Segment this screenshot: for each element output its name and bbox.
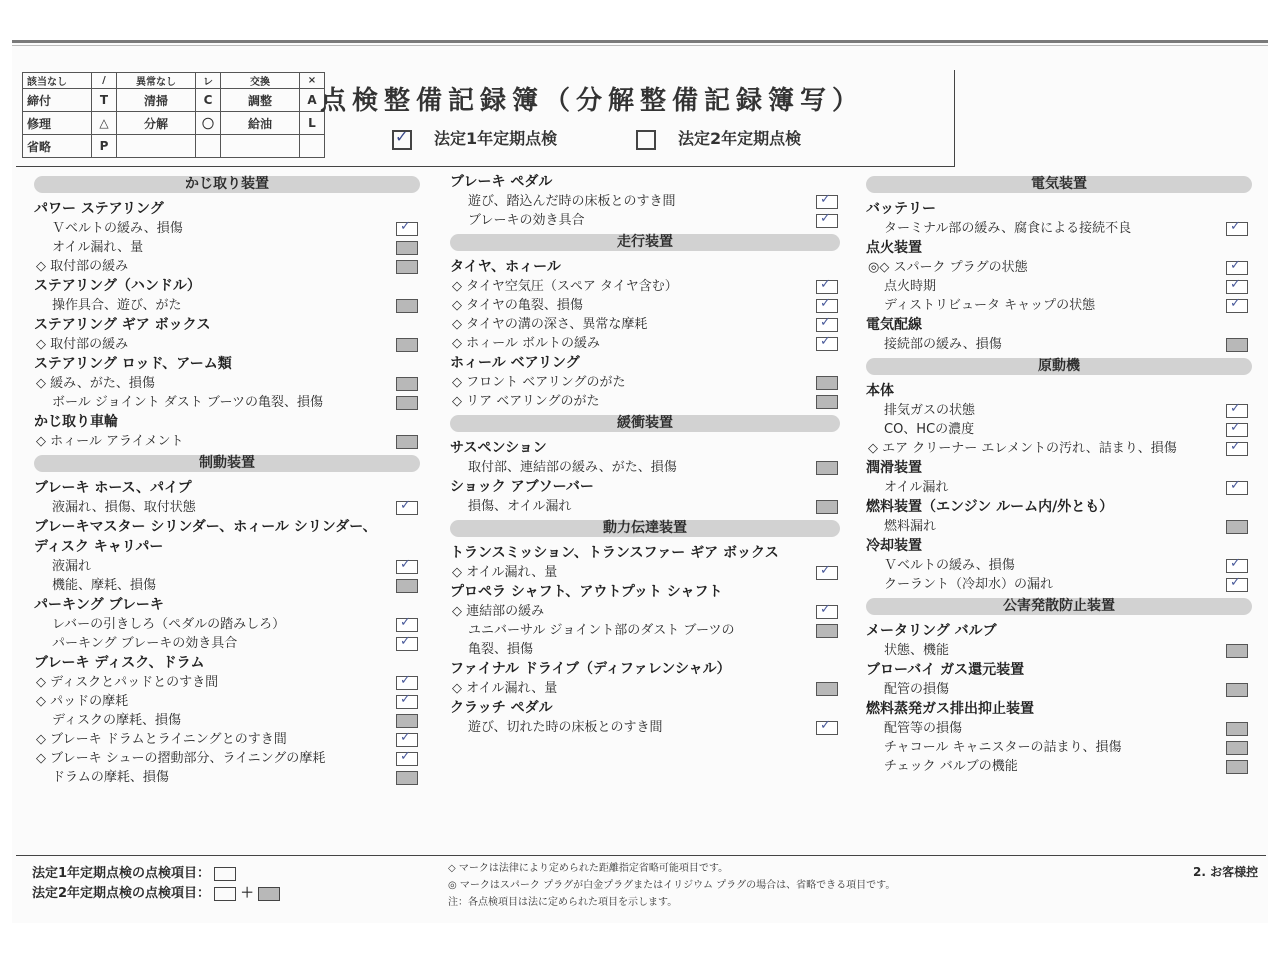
check-item [866, 439, 1252, 458]
legend-cell [117, 135, 196, 158]
heading-text: 公害発散防止装置 [1003, 598, 1115, 614]
check-item-label: ◇ 取付部の緩み [36, 337, 129, 352]
gray-checkbox-icon[interactable] [396, 771, 418, 785]
check-item-label: ターミナル部の緩み、腐食による接続不良 [884, 221, 1132, 236]
item-group-title [866, 621, 1252, 641]
check-item-label: ◇ 連結部の緩み [452, 604, 545, 619]
checked-checkbox-icon[interactable] [816, 318, 838, 332]
gray-checkbox-icon[interactable] [816, 500, 838, 514]
item-group-title [450, 172, 840, 192]
check-item-label: ◇ タイヤ空気圧（スペア タイヤ含む） [452, 279, 678, 294]
checked-checkbox-icon[interactable] [816, 299, 838, 313]
column-right [866, 172, 1252, 776]
item-group-title [450, 543, 840, 563]
footer-label: 法定1年定期点検の点検項目： [32, 866, 211, 881]
heading-text: タイヤ、ホィール [450, 259, 561, 275]
checked-checkbox-icon[interactable] [816, 280, 838, 294]
checked-checkbox-icon[interactable] [396, 733, 418, 747]
check-item [450, 718, 840, 737]
checked-checkbox-icon[interactable] [1226, 261, 1248, 275]
check-item [866, 219, 1252, 238]
check-item-label: 遊び、踏込んだ時の床板とのすき間 [468, 194, 676, 209]
heading-text: 動力伝達装置 [603, 520, 687, 536]
check-item-label: 配管の損傷 [884, 682, 950, 697]
check-item-label: ◇ 取付部の緩み [36, 259, 129, 274]
gray-checkbox-icon[interactable] [396, 338, 418, 352]
checked-checkbox-icon[interactable] [1226, 559, 1248, 573]
item-group-title [34, 354, 420, 374]
check-item [866, 478, 1252, 497]
heading-text: ショック アブソーバー [450, 479, 594, 495]
legend-cell: 修理 [23, 112, 92, 135]
gray-checkbox-icon[interactable] [396, 260, 418, 274]
heading-text: 制動装置 [199, 455, 255, 471]
heading-text: ステアリング（ハンドル） [34, 278, 201, 294]
legend-cell: 給油 [221, 112, 300, 135]
legend-cell: A [300, 89, 325, 112]
checked-checkbox-icon[interactable] [396, 501, 418, 515]
legend-cell [221, 135, 300, 158]
legend-cell: P [92, 135, 117, 158]
gray-checkbox-icon[interactable] [396, 396, 418, 410]
checked-checkbox-icon[interactable] [816, 566, 838, 580]
item-group-title [34, 595, 420, 615]
check-item-label: ディストリビュータ キャップの状態 [884, 298, 1096, 313]
option-label: 法定2年定期点検 [678, 129, 802, 148]
check-item-label: CO、HCの濃度 [884, 422, 975, 437]
gray-checkbox-icon[interactable] [396, 714, 418, 728]
footer-notes [448, 860, 895, 911]
item-group-title [34, 199, 420, 219]
checked-checkbox-icon[interactable] [1226, 280, 1248, 294]
gray-box-icon [258, 887, 280, 901]
gray-checkbox-icon[interactable] [1226, 338, 1248, 352]
heading-text: ホィール ベアリング [450, 355, 580, 371]
check-item [866, 420, 1252, 439]
item-group-title [450, 257, 840, 277]
item-group-title [866, 660, 1252, 680]
gray-checkbox-icon[interactable] [396, 241, 418, 255]
checked-checkbox-icon[interactable] [1226, 423, 1248, 437]
check-item-label: ◇ オイル漏れ、量 [452, 565, 558, 580]
check-item-label: オイル漏れ [884, 480, 949, 495]
checked-checkbox-icon[interactable] [1226, 222, 1248, 236]
heading-text: クラッチ ペダル [450, 700, 553, 716]
check-item [450, 458, 840, 477]
legend-cell: T [92, 89, 117, 112]
check-item [450, 277, 840, 296]
checked-checkbox-icon[interactable] [396, 560, 418, 574]
check-item [450, 621, 840, 640]
check-item-label: チャコール キャニスターの詰まり、損傷 [884, 740, 1122, 755]
heading-text: 燃料装置（エンジン ルーム内/外とも） [866, 499, 1114, 515]
check-item-label: ◇ フロント ベアリングのがた [452, 375, 626, 390]
column-middle [450, 172, 840, 737]
heading-text: ステアリング ギア ボックス [34, 317, 211, 333]
check-item [34, 576, 420, 595]
item-group-title [866, 497, 1252, 517]
section-header [866, 598, 1252, 615]
item-group-title [34, 315, 420, 335]
heading-text: パワー ステアリング [34, 201, 164, 217]
heading-text: 冷却装置 [866, 538, 922, 554]
check-item-label: 燃料漏れ [884, 519, 937, 534]
heading-text: かじ取り装置 [185, 176, 269, 192]
heading-text: ブレーキマスター シリンダー、ホィール シリンダー、 [34, 519, 377, 535]
check-item [450, 392, 840, 411]
checked-checkbox-icon[interactable] [816, 721, 838, 735]
item-group-title [34, 653, 420, 673]
heading-text: ファイナル ドライブ（ディファレンシャル） [450, 661, 731, 677]
item-group-title [450, 438, 840, 458]
check-item-label: 状態、機能 [884, 643, 950, 658]
checkbox-icon[interactable] [392, 130, 412, 150]
gray-checkbox-icon[interactable] [1226, 644, 1248, 658]
heading-text: 潤滑装置 [866, 460, 922, 476]
check-item-label: ◇ エア クリーナー エレメントの汚れ、詰まり、損傷 [868, 441, 1177, 456]
gray-checkbox-icon[interactable] [816, 461, 838, 475]
check-item [34, 498, 420, 517]
item-group-title [866, 315, 1252, 335]
heading-text: 燃料蒸発ガス排出抑止装置 [866, 701, 1034, 717]
check-item [450, 373, 840, 392]
check-item [450, 315, 840, 334]
check-item [34, 749, 420, 768]
check-item-label: 接続部の緩み、損傷 [884, 337, 1002, 352]
checked-checkbox-icon[interactable] [396, 695, 418, 709]
check-item [866, 296, 1252, 315]
legend-cell: 交換 [221, 73, 300, 89]
heading-text: ブレーキ ディスク、ドラム [34, 655, 205, 671]
heading-text: メータリング バルブ [866, 623, 997, 639]
heading-text: ステアリング ロッド、アーム類 [34, 356, 232, 372]
gray-checkbox-icon[interactable] [396, 377, 418, 391]
checked-checkbox-icon[interactable] [1226, 481, 1248, 495]
check-item [866, 517, 1252, 536]
heading-text: ブローバイ ガス還元装置 [866, 662, 1025, 678]
check-item-label: オイル漏れ、量 [52, 240, 144, 255]
checkbox-icon[interactable] [636, 130, 656, 150]
checked-checkbox-icon[interactable] [1226, 299, 1248, 313]
check-item-label: 機能、摩耗、損傷 [52, 578, 157, 593]
legend-cell: 該当なし [23, 73, 92, 89]
check-item-label: 遊び、切れた時の床板とのすき間 [468, 720, 663, 735]
check-item [34, 634, 420, 653]
item-group-title [450, 582, 840, 602]
symbol-legend [22, 72, 325, 158]
plus-sign: ＋ [240, 886, 254, 901]
check-item [866, 575, 1252, 594]
check-item-label: ◎◇ スパーク プラグの状態 [868, 260, 1028, 275]
check-item-label: ◇ リア ベアリングのがた [452, 394, 600, 409]
check-item [450, 679, 840, 698]
legend-cell: / [92, 73, 117, 89]
check-item [34, 374, 420, 393]
gray-checkbox-icon[interactable] [396, 435, 418, 449]
checked-checkbox-icon[interactable] [396, 618, 418, 632]
section-header [34, 176, 420, 193]
heading-text: パーキング ブレーキ [34, 597, 164, 613]
checked-checkbox-icon[interactable] [1226, 404, 1248, 418]
check-item [866, 258, 1252, 277]
option-label: 法定1年定期点検 [434, 129, 558, 148]
heading-text: トランスミッション、トランスファー ギア ボックス [450, 545, 779, 561]
item-group-title [866, 699, 1252, 719]
check-item-label: Ｖベルトの緩み、損傷 [884, 558, 1015, 573]
check-item [866, 335, 1252, 354]
legend-cell: 清掃 [117, 89, 196, 112]
check-item [34, 335, 420, 354]
check-item [866, 277, 1252, 296]
check-item-label: 損傷、オイル漏れ [468, 499, 572, 514]
check-item [866, 401, 1252, 420]
legend-cell: L [300, 112, 325, 135]
check-item [34, 730, 420, 749]
heading-text: ブレーキ ホース、パイプ [34, 480, 192, 496]
check-item-label: ◇ ホィール ボルトの緩み [452, 336, 601, 351]
item-group-title [866, 458, 1252, 478]
heading-text: ディスク キャリパー [34, 539, 164, 555]
check-item-label: 操作具合、遊び、がた [52, 298, 182, 313]
legend-cell: × [300, 73, 325, 89]
heading-text: 電気装置 [1031, 176, 1087, 192]
check-item [450, 563, 840, 582]
legend-cell: 異常なし [117, 73, 196, 89]
check-item [34, 557, 420, 576]
check-item-label: ◇ ホィール アライメント [36, 434, 184, 449]
heading-text: ブレーキ ペダル [450, 174, 553, 190]
heading-text: かじ取り車輪 [34, 414, 118, 430]
check-item [34, 615, 420, 634]
check-item [34, 296, 420, 315]
copy-label: 2. お客様控 [1193, 865, 1259, 879]
section-header [450, 520, 840, 537]
note-line: ◎ マークはスパーク プラグが白金プラグまたはイリジウム プラグの場合は、省略できる項目です。 [448, 880, 896, 891]
check-item [866, 719, 1252, 738]
item-group-title [450, 698, 840, 718]
check-item-label: Ｖベルトの緩み、損傷 [52, 221, 183, 236]
legend-cell [300, 135, 325, 158]
check-item [450, 334, 840, 353]
legend-cell: 分解 [117, 112, 196, 135]
check-item-label: 排気ガスの状態 [884, 403, 976, 418]
section-header [866, 176, 1252, 193]
check-item [450, 192, 840, 211]
legend-cell: 調整 [221, 89, 300, 112]
section-header [866, 358, 1252, 375]
check-item [34, 692, 420, 711]
check-item [34, 768, 420, 787]
check-item [866, 757, 1252, 776]
note-line: 注：各点検項目は法に定められた項目を示します。 [448, 897, 678, 908]
check-item-label: 液漏れ、損傷、取付状態 [52, 500, 196, 515]
check-item [450, 211, 840, 230]
gray-checkbox-icon[interactable] [816, 682, 838, 696]
check-item-label: ◇ タイヤの亀裂、損傷 [452, 298, 583, 313]
check-item-label: ◇ 緩み、がた、損傷 [36, 376, 155, 391]
heading-text: 走行装置 [617, 234, 673, 250]
check-item-label: ◇ ブレーキ ドラムとライニングとのすき間 [36, 732, 287, 747]
check-item-label: ◇ ディスクとパッドとのすき間 [36, 675, 219, 690]
check-item-label: 亀裂、損傷 [468, 642, 534, 657]
check-item [34, 711, 420, 730]
legend-cell [196, 135, 221, 158]
gray-checkbox-icon[interactable] [1226, 683, 1248, 697]
item-group-title [450, 477, 840, 497]
check-item-label: レバーの引きしろ（ペダルの踏みしろ） [52, 617, 286, 632]
check-item [866, 738, 1252, 757]
check-item-label: ◇ パッドの摩耗 [36, 694, 129, 709]
check-item [450, 296, 840, 315]
gray-checkbox-icon[interactable] [1226, 741, 1248, 755]
item-group-title [866, 238, 1252, 258]
gray-checkbox-icon[interactable] [1226, 520, 1248, 534]
check-item [866, 641, 1252, 660]
section-header [34, 455, 420, 472]
check-item [450, 640, 840, 659]
check-item [866, 680, 1252, 699]
section-header [450, 234, 840, 251]
heading-text: サスペンション [450, 440, 547, 456]
check-item-label: ◇ タイヤの溝の深さ、異常な摩耗 [452, 317, 648, 332]
checked-checkbox-icon[interactable] [396, 676, 418, 690]
check-item-label: 点火時期 [884, 279, 937, 294]
legend-cell: レ [196, 73, 221, 89]
heading-text: プロペラ シャフト、アウトプット シャフト [450, 584, 723, 600]
checked-checkbox-icon[interactable] [396, 752, 418, 766]
option-2year[interactable] [636, 126, 801, 150]
gray-checkbox-icon[interactable] [396, 299, 418, 313]
gray-checkbox-icon[interactable] [396, 579, 418, 593]
note-line: ◇ マークは法律により定められた距離指定省略可能項目です。 [448, 863, 729, 874]
heading-text: バッテリー [866, 201, 936, 217]
column-left [34, 172, 420, 787]
section-header [450, 415, 840, 432]
legend-cell: C [196, 89, 221, 112]
checked-checkbox-icon[interactable] [816, 214, 838, 228]
item-group-title [450, 659, 840, 679]
checked-checkbox-icon[interactable] [396, 222, 418, 236]
item-group-title [34, 276, 420, 296]
item-group-title [34, 478, 420, 498]
check-item-label: ◇ ブレーキ シューの摺動部分、ライニングの摩耗 [36, 751, 326, 766]
heading-text: 原動機 [1038, 358, 1080, 374]
check-item [450, 602, 840, 621]
check-item [34, 238, 420, 257]
white-box-icon [214, 887, 236, 901]
gray-checkbox-icon[interactable] [816, 376, 838, 390]
item-group-title [866, 536, 1252, 556]
legend-cell: 〇 [196, 112, 221, 135]
check-item [34, 257, 420, 276]
check-item-label: ドラムの摩耗、損傷 [52, 770, 169, 785]
gray-checkbox-icon[interactable] [1226, 760, 1248, 774]
check-item-label: パーキング ブレーキの効き具合 [52, 636, 238, 651]
check-item-label: ディスクの摩耗、損傷 [52, 713, 181, 728]
checked-checkbox-icon[interactable] [1226, 578, 1248, 592]
gray-checkbox-icon[interactable] [816, 395, 838, 409]
check-item [866, 556, 1252, 575]
checked-checkbox-icon[interactable] [816, 337, 838, 351]
check-item-label: ブレーキの効き具合 [468, 213, 585, 228]
check-item [34, 219, 420, 238]
gray-checkbox-icon[interactable] [1226, 722, 1248, 736]
footer-divider [16, 855, 1266, 856]
item-group-title [34, 412, 420, 432]
check-item-label: 取付部、連結部の緩み、がた、損傷 [468, 460, 677, 475]
footer-1year-key [32, 862, 236, 881]
document-title: 点検整備記録簿（分解整備記録簿写） [320, 86, 865, 116]
check-item-label: 液漏れ [52, 559, 92, 574]
check-item-label: チェック バルブの機能 [884, 759, 1018, 774]
check-item-label: クーラント（冷却水）の漏れ [884, 577, 1054, 592]
legend-cell: 省略 [23, 135, 92, 158]
gray-checkbox-icon[interactable] [816, 624, 838, 638]
legend-cell: △ [92, 112, 117, 135]
item-group-title [866, 199, 1252, 219]
checked-checkbox-icon[interactable] [816, 195, 838, 209]
heading-text: 電気配線 [866, 317, 922, 333]
heading-text: 緩衝装置 [617, 415, 673, 431]
heading-text: 点火装置 [866, 240, 922, 256]
footer-label: 法定2年定期点検の点検項目： [32, 886, 211, 901]
item-group-title [34, 537, 420, 557]
check-item-label: ボール ジョイント ダスト ブーツの亀裂、損傷 [52, 395, 323, 410]
check-item [34, 393, 420, 412]
item-group-title [450, 353, 840, 373]
check-item-label: 配管等の損傷 [884, 721, 963, 736]
option-1year[interactable] [392, 126, 557, 150]
checked-checkbox-icon[interactable] [396, 637, 418, 651]
check-item [34, 673, 420, 692]
check-item-label: ユニバーサル ジョイント部のダスト ブーツの [468, 623, 735, 638]
check-item [450, 497, 840, 516]
check-item-label: ◇ オイル漏れ、量 [452, 681, 558, 696]
white-box-icon [214, 867, 236, 881]
legend-cell: 締付 [23, 89, 92, 112]
check-item [34, 432, 420, 451]
checked-checkbox-icon[interactable] [1226, 442, 1248, 456]
heading-text: 本体 [866, 383, 894, 399]
item-group-title [34, 517, 420, 537]
checked-checkbox-icon[interactable] [816, 605, 838, 619]
footer-2year-key [32, 882, 280, 901]
item-group-title [866, 381, 1252, 401]
